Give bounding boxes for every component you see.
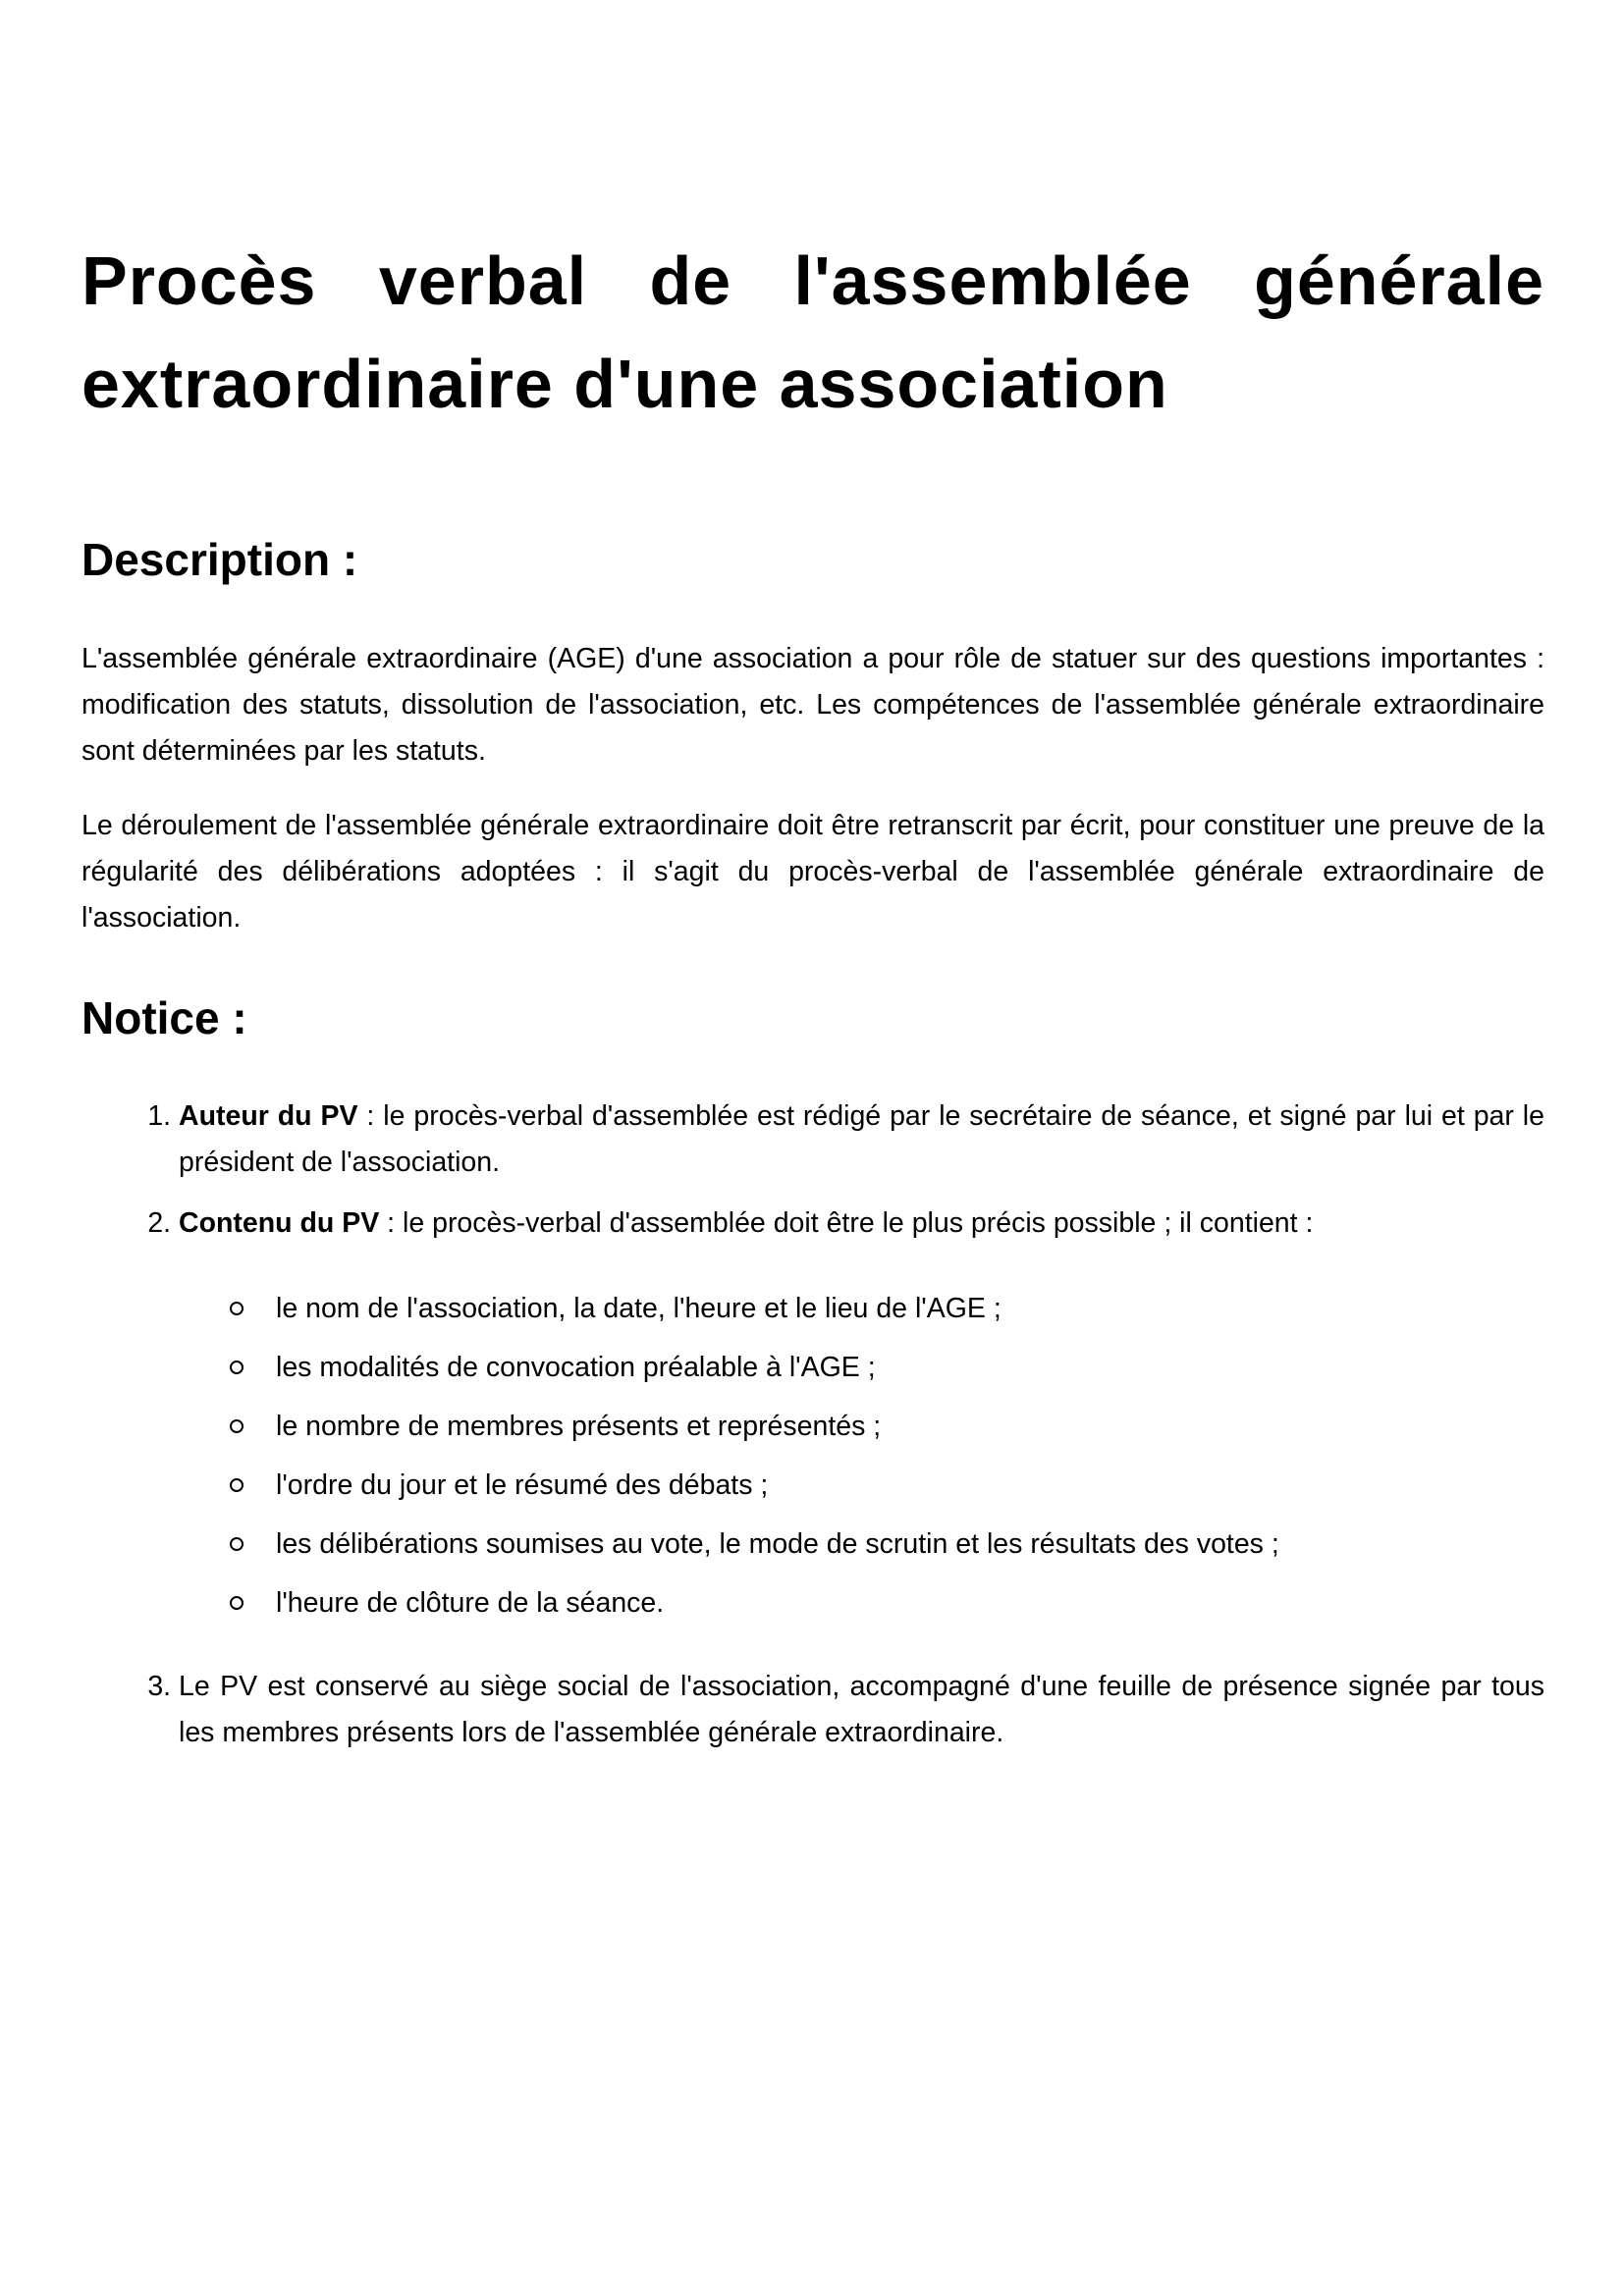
list-item-bold-label: Contenu du PV xyxy=(179,1207,380,1239)
section-heading-description: Description : xyxy=(81,534,358,585)
sub-list-item-deliberations-votes: les délibérations soumises au vote, le mode de scrutin et les résultats des votes ; xyxy=(276,1522,1544,1568)
description-paragraph-1: L'assemblée générale extraordinaire (AGE) d'une association a pour rôle de statuer sur des questions importantes : modification des statuts, dissolution de l'association, etc. Les compétences de l'assemblée générale extraordinaire sont déterminées par les statuts. xyxy=(81,643,1544,767)
description-paragraph-2: Le déroulement de l'assemblée générale extraordinaire doit être retranscrit par écrit, pour constituer une preuve de la régularité des délibérations adoptées : il s'agit du procès-verbal de l'assemblée générale extraordinaire de l'association. xyxy=(81,810,1544,934)
section-heading-notice: Notice : xyxy=(81,992,247,1043)
sub-list-item-nom-date-heure-lieu: le nom de l'association, la date, l'heure et le lieu de l'AGE ; xyxy=(276,1286,1544,1332)
list-item-contenu-du-pv xyxy=(179,1201,1544,1627)
list-item-text: : le procès-verbal d'assemblée est rédigé par le secrétaire de séance, et signé par lui et par le président de l'association. xyxy=(179,1100,1544,1178)
sub-list-item-nombre-membres: le nombre de membres présents et représentés ; xyxy=(276,1404,1544,1450)
sub-list-item-heure-cloture: l'heure de clôture de la séance. xyxy=(276,1580,1544,1627)
page-title: Procès verbal de l'assemblée générale extraordinaire d'une association xyxy=(81,242,1544,422)
list-item-auteur-du-pv xyxy=(179,1094,1544,1186)
sub-list-item-ordre-du-jour: l'ordre du jour et le résumé des débats ; xyxy=(276,1463,1544,1509)
sub-list-item-modalites-convocation: les modalités de convocation préalable à l'AGE ; xyxy=(276,1345,1544,1391)
sub-list xyxy=(179,1286,1544,1627)
notice-list xyxy=(81,1094,1544,1756)
list-item-bold-label: Auteur du PV xyxy=(179,1100,358,1132)
list-item-text: Le PV est conservé au siège social de l'association, accompagné d'une feuille de présence signée par tous les membres présents lors de l'assemblée générale extraordinaire. xyxy=(179,1671,1544,1748)
list-item-text: : le procès-verbal d'assemblée doit être le plus précis possible ; il contient : xyxy=(379,1207,1314,1239)
list-item-conservation-pv xyxy=(179,1664,1544,1756)
